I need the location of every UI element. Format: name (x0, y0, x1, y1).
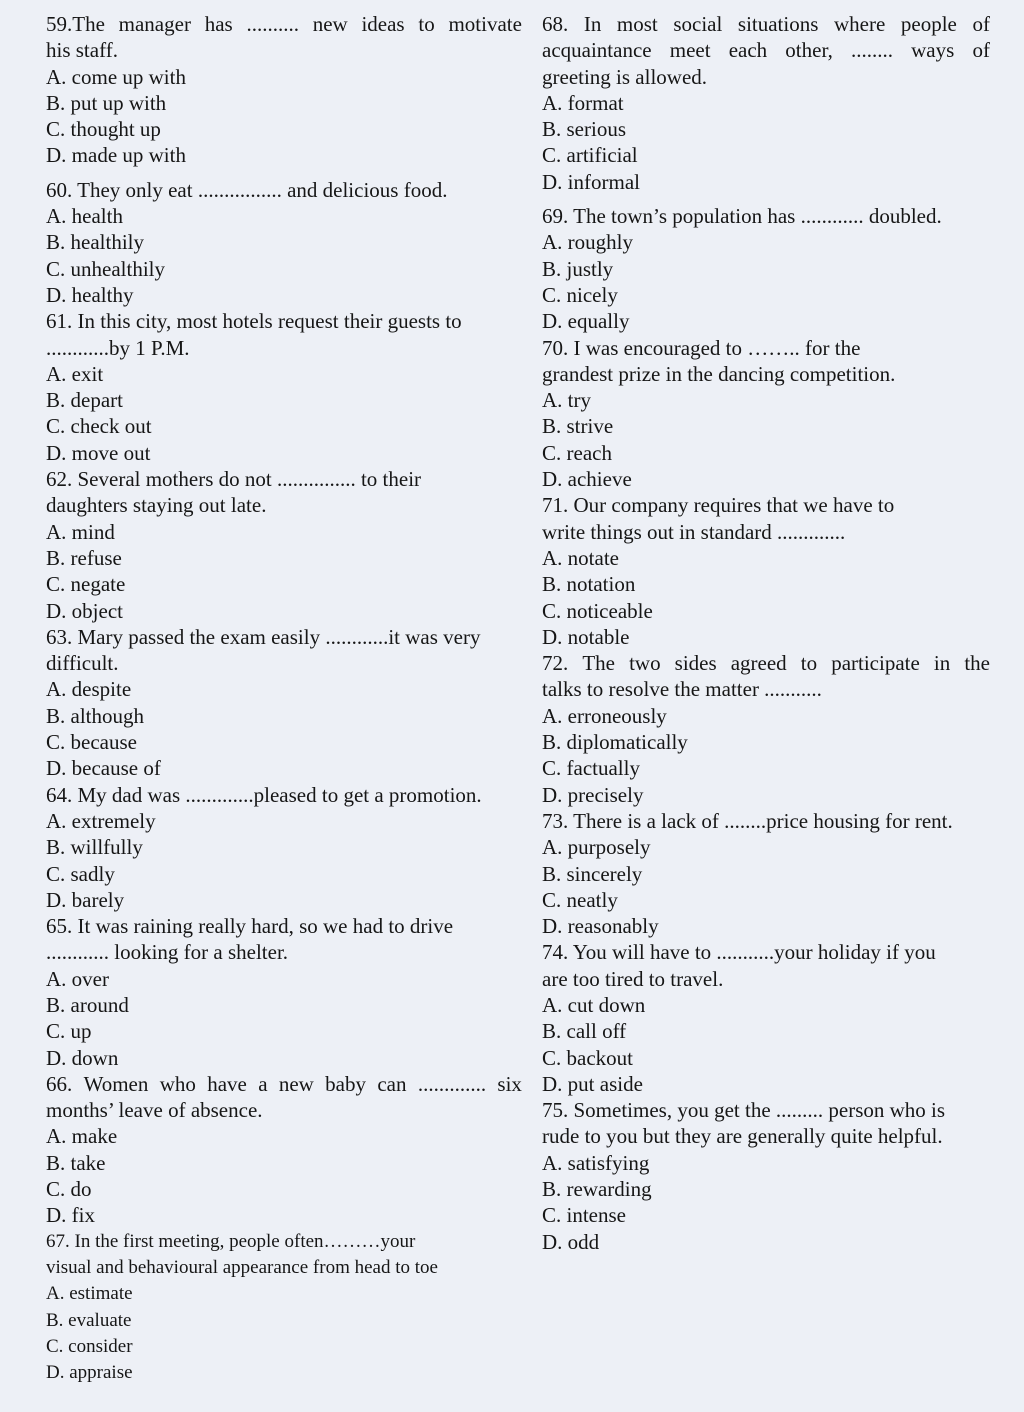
answer-option: C. unhealthily (46, 256, 165, 281)
question-text: 65. It was raining really hard, so we had to drive (46, 914, 454, 939)
answer-option: B. justly (542, 256, 614, 281)
answer-option: D. object (46, 598, 123, 623)
answer-option: A. despite (46, 677, 132, 702)
answer-option: A. cut down (542, 992, 646, 1017)
question-text: 61. In this city, most hotels request their guests to (46, 309, 462, 334)
answer-option: B. willfully (46, 835, 143, 860)
question-text: 59.The manager has .......... new ideas to motivate (46, 12, 522, 36)
question-text: 60. They only eat ................ and delicious food. (46, 177, 448, 202)
question-q61 (46, 308, 522, 466)
question-q74 (542, 939, 990, 1097)
question-text: greeting is allowed. (542, 64, 708, 89)
answer-option: A. mind (46, 519, 115, 544)
answer-option: C. negate (46, 572, 126, 597)
answer-option: B. around (46, 992, 129, 1017)
answer-option: D. achieve (542, 467, 632, 492)
answer-option: A. make (46, 1124, 118, 1149)
answer-option: D. put aside (542, 1071, 643, 1096)
question-text: 74. You will have to ...........your holiday if you (542, 940, 936, 965)
answer-option: C. sadly (46, 861, 115, 886)
question-text: 70. I was encouraged to …….. for the (542, 335, 861, 360)
question-q73 (542, 808, 990, 939)
answer-option: D. fix (46, 1203, 95, 1228)
answer-option: A. come up with (46, 64, 186, 89)
question-text: grandest prize in the dancing competition. (542, 361, 896, 386)
question-text: 69. The town’s population has ............ doubled. (542, 204, 942, 229)
answer-option: B. notation (542, 572, 636, 597)
answer-option: C. neatly (542, 887, 618, 912)
answer-option: A. erroneously (542, 703, 667, 728)
answer-option: A. estimate (46, 1283, 133, 1305)
answer-option: A. health (46, 204, 123, 229)
question-text: his staff. (46, 38, 118, 63)
question-text: 75. Sometimes, you get the ......... person who is (542, 1098, 946, 1123)
question-text: talks to resolve the matter ........... (542, 677, 822, 702)
answer-option: C. thought up (46, 117, 161, 142)
answer-option: A. purposely (542, 835, 651, 860)
left-column (46, 11, 522, 1386)
answer-option: D. informal (542, 169, 640, 194)
question-text: 71. Our company requires that we have to (542, 493, 895, 518)
answer-option: C. intense (542, 1203, 626, 1228)
answer-option: B. sincerely (542, 861, 643, 886)
answer-option: B. diplomatically (542, 730, 688, 755)
answer-option: A. format (542, 90, 624, 115)
question-q59 (46, 11, 522, 169)
question-text: ............by 1 P.M. (46, 335, 190, 360)
question-text: 64. My dad was .............pleased to get a promotion. (46, 782, 482, 807)
answer-option: C. noticeable (542, 598, 653, 623)
answer-option: A. satisfying (542, 1150, 650, 1175)
question-q75 (542, 1097, 990, 1255)
question-text: daughters staying out late. (46, 493, 267, 518)
question-text: acquaintance meet each other, ........ ways of (542, 38, 990, 63)
question-text: visual and behavioural appearance from head to toe (46, 1256, 438, 1278)
question-text: write things out in standard ............. (542, 519, 846, 544)
question-text: 68. In most social situations where people of (542, 12, 990, 36)
answer-option: B. healthily (46, 230, 144, 255)
question-text: months’ leave of absence. (46, 1098, 263, 1123)
answer-option: A. notate (542, 545, 619, 570)
answer-option: B. call off (542, 1019, 627, 1044)
answer-option: A. try (542, 388, 591, 413)
answer-option: C. nicely (542, 282, 618, 307)
answer-option: C. backout (542, 1045, 633, 1070)
answer-option: C. up (46, 1019, 92, 1044)
answer-option: D. notable (542, 624, 630, 649)
answer-option: C. do (46, 1177, 92, 1202)
question-text: 73. There is a lack of ........price housing for rent. (542, 808, 953, 833)
question-text: 63. Mary passed the exam easily ............it was very (46, 624, 481, 649)
question-q65 (46, 913, 522, 1071)
question-q72 (542, 650, 990, 808)
question-text: 67. In the first meeting, people often………your (46, 1230, 416, 1252)
answer-option: C. reach (542, 440, 612, 465)
question-q63 (46, 624, 522, 782)
question-q64 (46, 782, 522, 913)
question-text: 66. Women who have a new baby can ............. six (46, 1071, 522, 1096)
question-q67 (46, 1229, 522, 1387)
answer-option: A. roughly (542, 230, 633, 255)
question-q60 (46, 177, 522, 308)
question-q62 (46, 466, 522, 624)
question-text: rude to you but they are generally quite helpful. (542, 1124, 943, 1149)
question-text: 72. The two sides agreed to participate in the (542, 651, 990, 676)
answer-option: D. because of (46, 756, 161, 781)
answer-option: A. over (46, 966, 109, 991)
answer-option: D. appraise (46, 1362, 133, 1384)
question-text: 62. Several mothers do not ............... to their (46, 467, 422, 492)
question-text: difficult. (46, 651, 119, 676)
answer-option: B. serious (542, 117, 626, 142)
answer-option: B. depart (46, 388, 123, 413)
answer-option: A. extremely (46, 808, 156, 833)
answer-option: C. because (46, 730, 137, 755)
answer-option: B. put up with (46, 90, 167, 115)
answer-option: D. barely (46, 887, 125, 912)
answer-option: B. take (46, 1150, 106, 1175)
question-q69 (542, 203, 990, 334)
gap (46, 169, 522, 177)
answer-option: C. consider (46, 1335, 133, 1357)
answer-option: C. factually (542, 756, 640, 781)
right-column (542, 11, 990, 1255)
answer-option: B. strive (542, 414, 614, 439)
answer-option: A. exit (46, 361, 104, 386)
answer-option: B. rewarding (542, 1177, 652, 1202)
answer-option: C. artificial (542, 143, 638, 168)
gap (542, 195, 990, 203)
question-q66 (46, 1071, 522, 1229)
question-text: ............ looking for a shelter. (46, 940, 289, 965)
answer-option: B. although (46, 703, 144, 728)
answer-option: B. refuse (46, 545, 122, 570)
answer-option: D. move out (46, 440, 151, 465)
answer-option: D. made up with (46, 143, 186, 168)
question-q68 (542, 11, 990, 195)
answer-option: D. down (46, 1045, 119, 1070)
answer-option: D. reasonably (542, 914, 659, 939)
answer-option: D. precisely (542, 782, 644, 807)
question-q71 (542, 492, 990, 650)
question-q70 (542, 335, 990, 493)
answer-option: D. odd (542, 1229, 600, 1254)
answer-option: D. equally (542, 309, 630, 334)
answer-option: C. check out (46, 414, 152, 439)
answer-option: B. evaluate (46, 1309, 132, 1331)
answer-option: D. healthy (46, 282, 134, 307)
question-text: are too tired to travel. (542, 966, 724, 991)
